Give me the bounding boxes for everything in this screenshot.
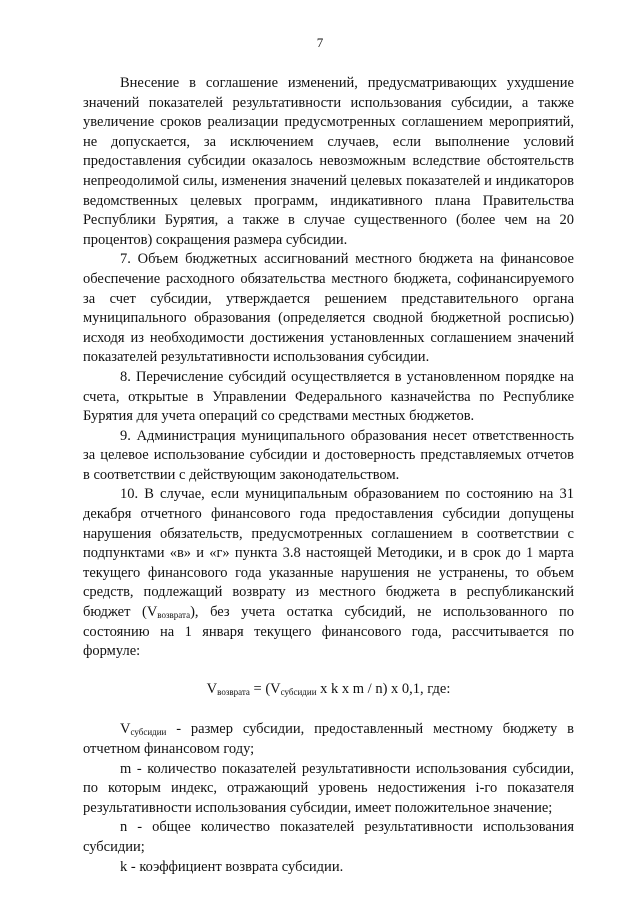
page-number: 7 — [316, 35, 324, 50]
paragraph-8: 8. Перечисление субсидий осуществляется в установленном порядке на счета, открытые в Управлении Федерального казначейства по Республике Бурятия для учета операций со средствами местных бюджетов. — [83, 368, 574, 425]
definition-k: k - коэффициент возврата субсидии. — [120, 858, 344, 875]
refund-formula: $V_{возврата} = (V_{субсидии}$ x k x m / n) x 0,1, где: — [206, 680, 451, 697]
paragraph-9: 9. Администрация муниципального образования несет ответственность за целевое использование субсидии и достоверность представляемых отчетов в соответствии с действующим законодательством. — [83, 427, 574, 483]
definition-n: n - общее количество показателей результативности использования субсидии; — [83, 819, 574, 855]
definition-m: m - количество показателей результативности использования субсидии, по которым индекс, отражающий уровень недостижения i-го показателя результативности использования субсидии, имеет положительное значение; — [83, 760, 574, 816]
document-body — [83, 74, 574, 877]
paragraph-amendments: Внесение в соглашение изменений, предусматривающих ухудшение значений показателей результативности использования субсидии, а также увеличение сроков реализации предусмотренных соглашением мероприятий, не допускается, за исключением случаев, если выполнение условий предоставления субсидии оказалось невозможным вследствие обстоятельств непреодолимой силы, изменения значений целевых показателей и индикаторов ведомственных целевых программ, индикативного плана Правительства Республики Бурятия, а также в случае существенного (более чем на 20 процентов) сокращения размера субсидии. — [83, 75, 574, 248]
paragraph-10: 10. В случае, если муниципальным образованием по состоянию на 31 декабря отчетного финансового года предоставления субсидии допущены нарушения обязательств, предусмотренных соглашением в соответствии с подпунктами «в» и «г» пункта 3.8 настоящей Методики, и в срок до 1 марта текущего финансового года указанные нарушения не устранены, то объем средств, подлежащий возврату из местного бюджета в республиканский бюджет $(V_{возврата})$, без учета остатка субсидий, не использованного по состоянию на 1 января текущего финансового года, рассчитывается по формуле: — [83, 486, 574, 660]
paragraph-7: 7. Объем бюджетных ассигнований местного бюджета на финансовое обеспечение расходного обязательства местного бюджета, софинансируемого за счет субсидии, утверждается решением представительного органа муниципального образования (определяется сводной бюджетной росписью) исходя из необходимости достижения установленных соглашением значений показателей результативности использования субсидии. — [83, 251, 574, 366]
definition-v-subsidy: $V_{субсидии}$ - размер субсидии, предоставленный местному бюджету в отчетном финансовом году; — [83, 721, 574, 757]
formula-definitions — [83, 720, 574, 877]
